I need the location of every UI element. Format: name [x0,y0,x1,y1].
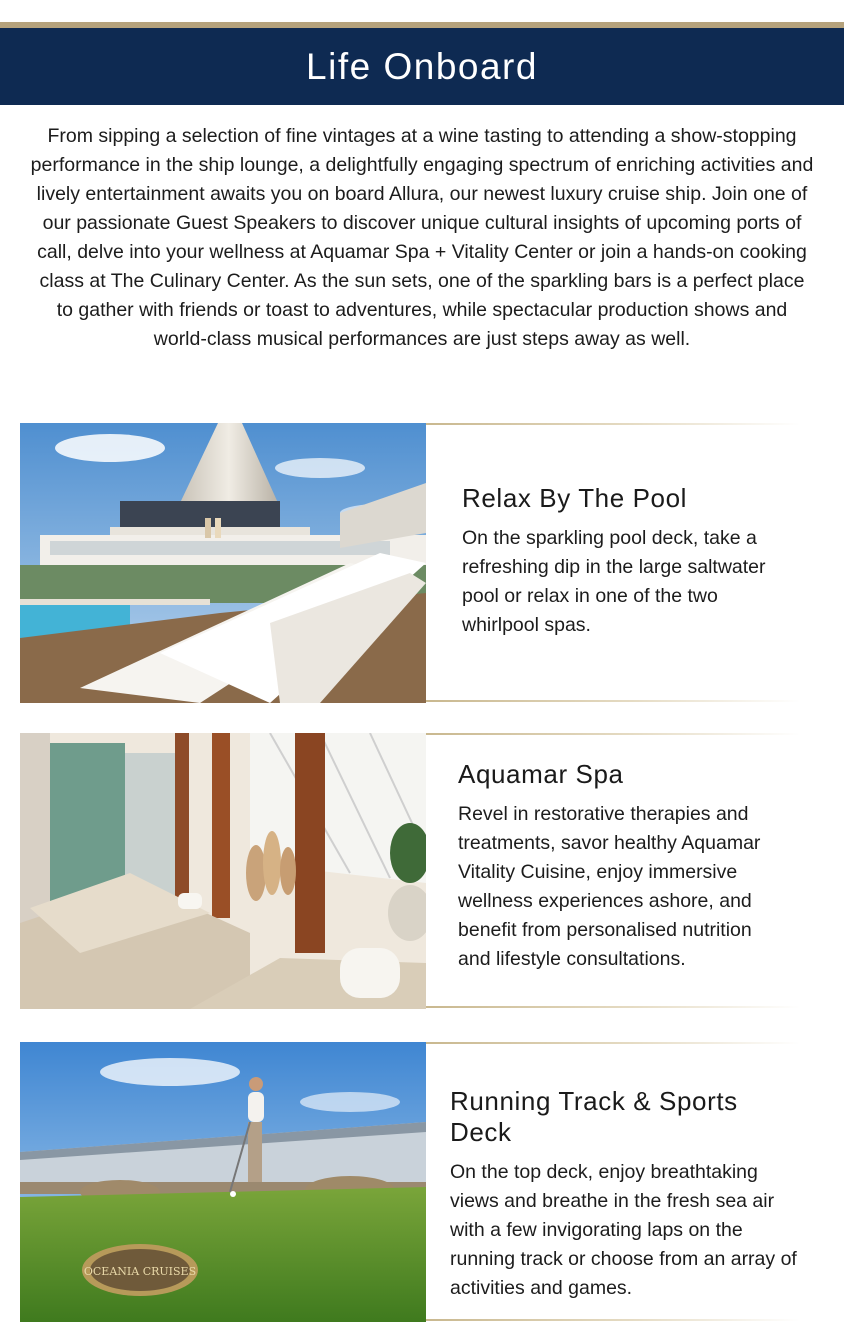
feature-sports-deck [20,1042,800,1322]
section-divider-top [426,423,800,425]
spa-photo [20,733,426,1009]
svg-text:OCEANIA CRUISES: OCEANIA CRUISES [83,1265,197,1278]
feature-sports-deck-copy [450,1086,800,1303]
feature-spa-body: Revel in restorative therapies and treatments, savor healthy Aquamar Vitality Cuisine, enjoy immersive wellness experiences ashore, and benefit from personalised nutrition and lifestyle consultations. [458,803,761,970]
page-header [0,28,844,105]
section-divider-top [426,1042,800,1044]
feature-pool-copy [462,483,772,640]
feature-pool-title: Relax By The Pool [462,483,688,513]
feature-sports-deck-body: On the top deck, enjoy breathtaking views and breathe in the fresh sea air with a few invigorating laps on the running track or choose from an array of activities and games. [450,1161,797,1299]
intro-paragraph: From sipping a selection of fine vintages at a wine tasting to attending a show-stopping performance in the ship lounge, a delightfully engaging spectrum of enriching activities and lively entertainment awaits you on board Allura, our newest luxury cruise ship. Join one of our passionate Guest Speakers to discover unique cultural insights of upcoming ports of call, delve into your wellness at Aquamar Spa + Vitality Center or join a hands-on cooking class at The Culinary Center. As the sun sets, one of the sparkling bars is a perfect place to gather with friends or toast to adventures, while spectacular production shows and world-class musical performances are just steps away as well. [30,125,814,350]
feature-pool-body: On the sparkling pool deck, take a refreshing dip in the large saltwater pool or relax in one of the two whirlpool spas. [462,527,766,636]
page-title: Life Onboard [306,45,538,87]
feature-spa-title: Aquamar Spa [458,759,624,789]
feature-spa [20,733,800,1009]
section-divider-top [426,733,800,735]
feature-spa-copy [458,759,788,974]
sports-deck-photo [20,1042,426,1322]
section-divider-bottom [426,1006,800,1008]
pool-deck-photo [20,423,426,703]
section-divider-bottom [426,1319,800,1321]
section-divider-bottom [426,700,800,702]
feature-pool [20,423,800,703]
feature-sports-deck-title: Running Track & Sports Deck [450,1086,738,1147]
